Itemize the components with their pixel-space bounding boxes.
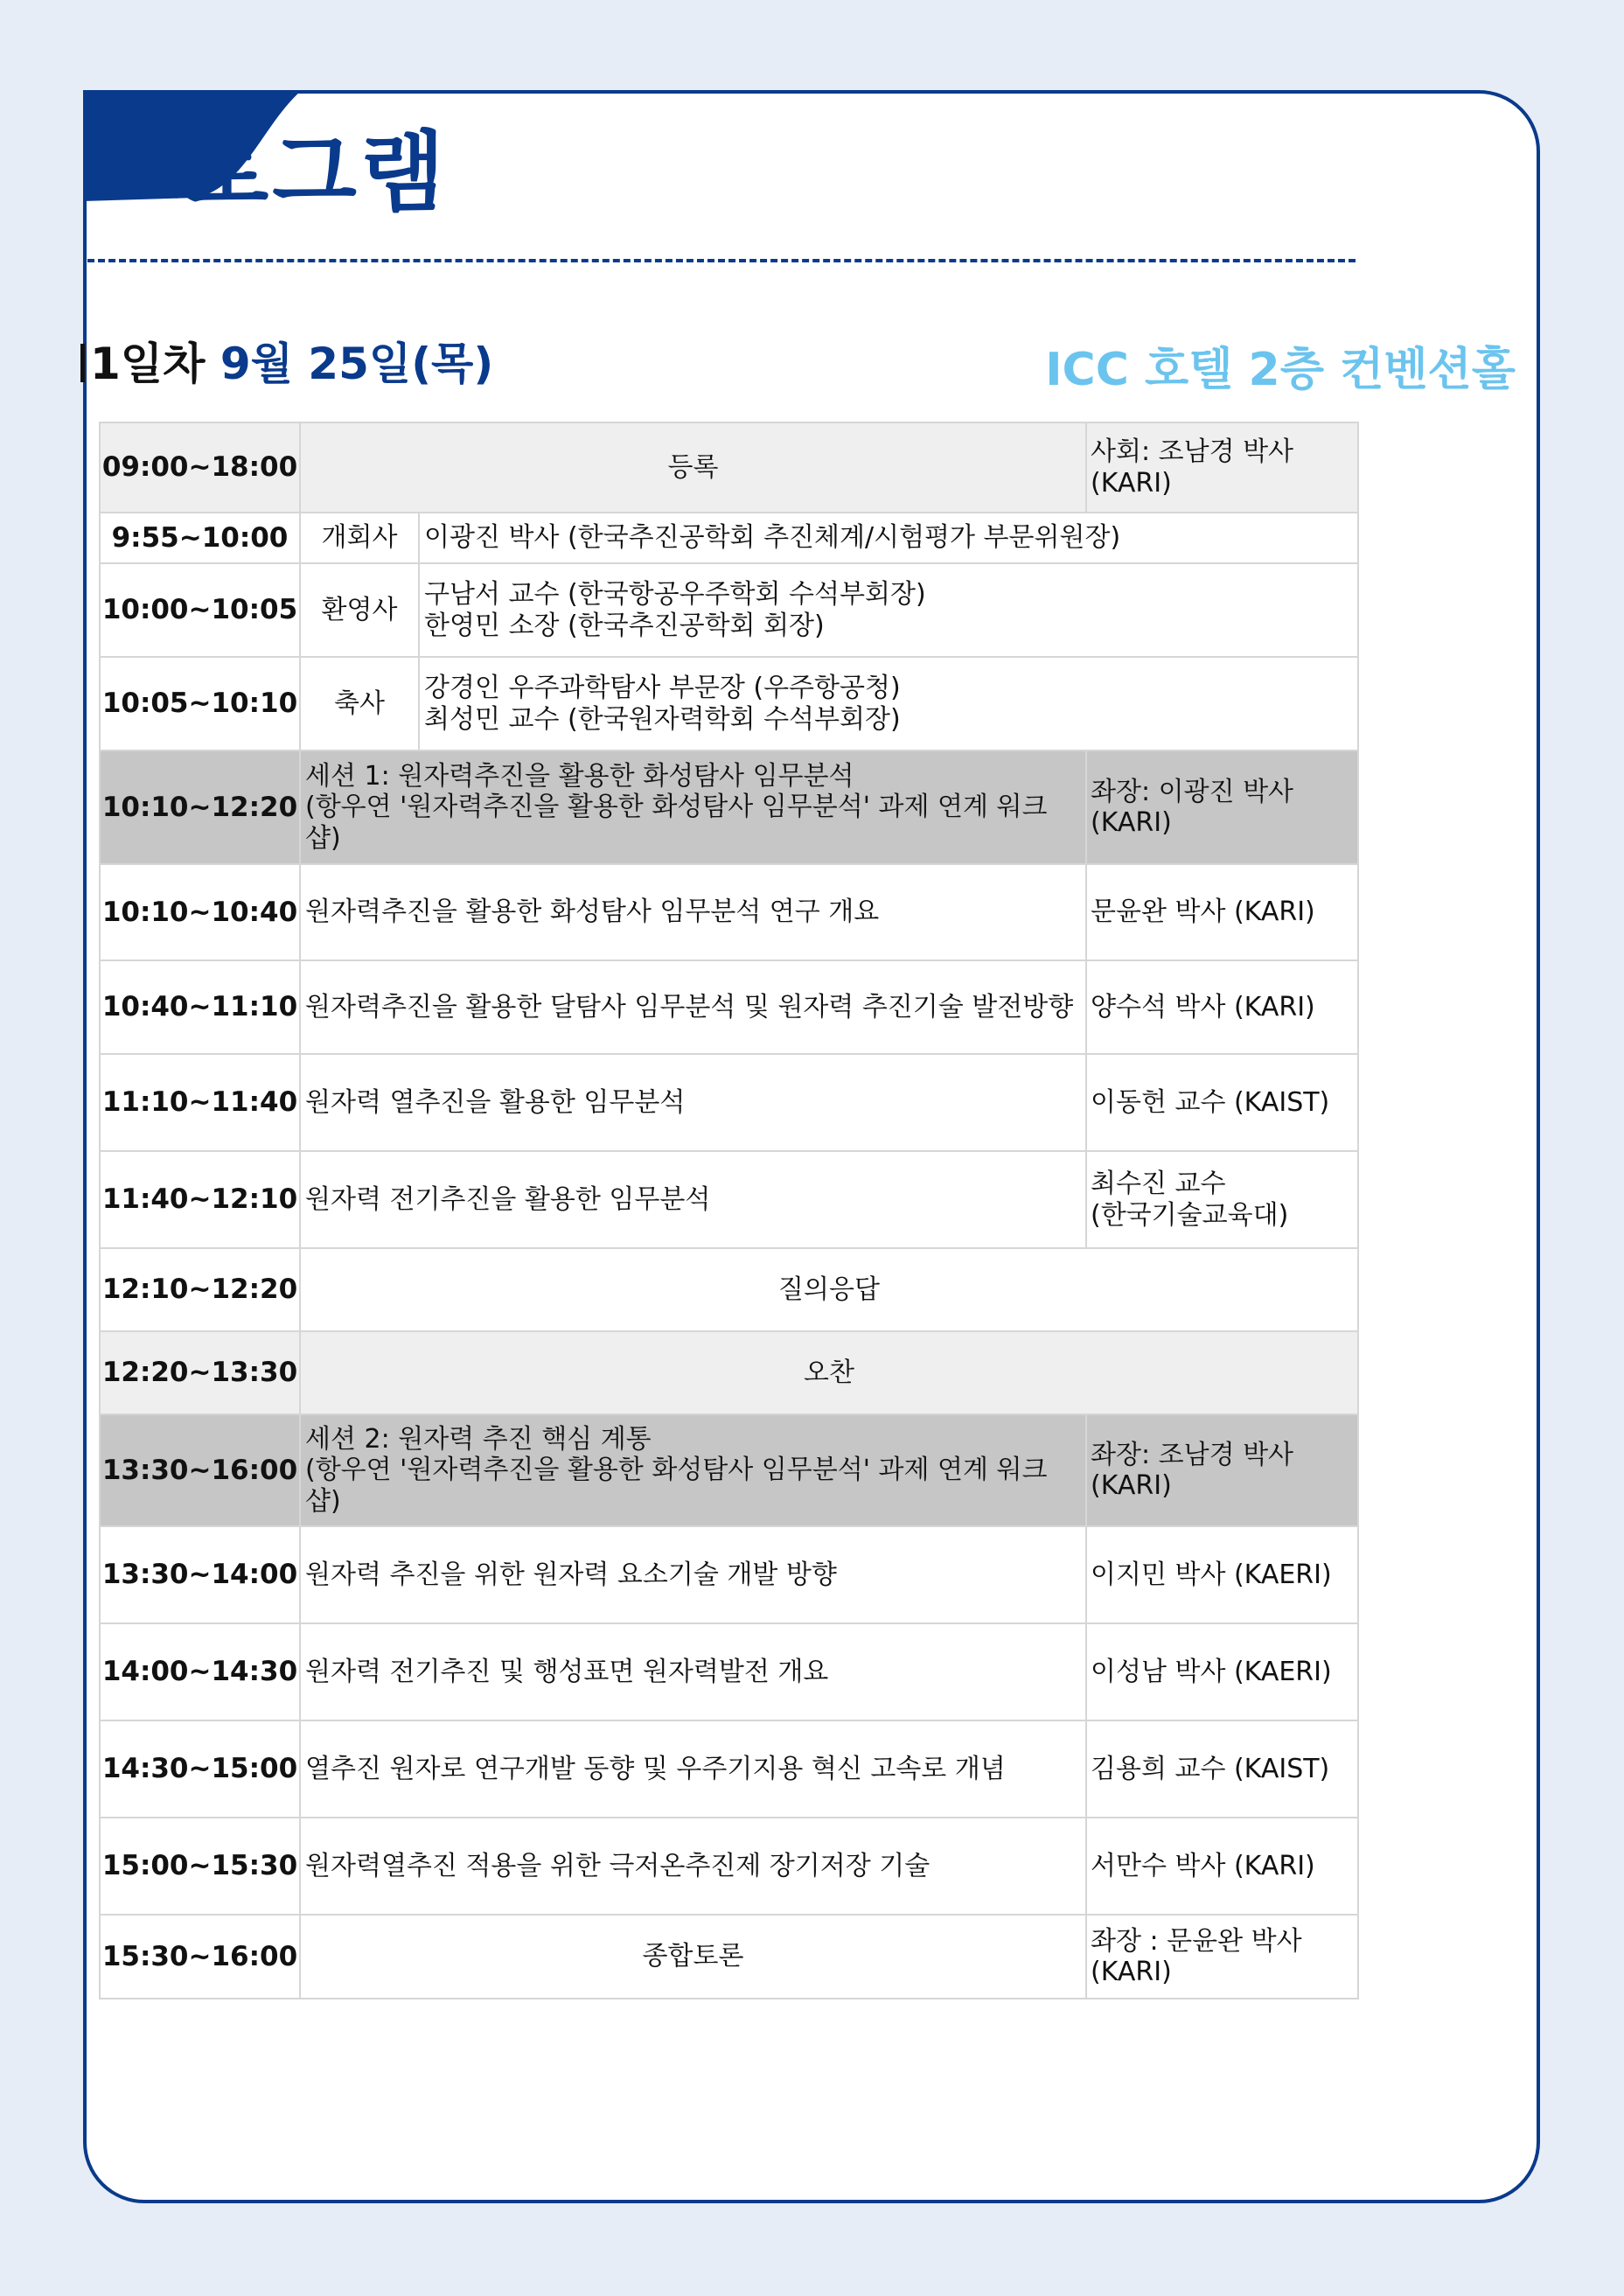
chair-line-1: 좌장: 이광진 박사 [1091, 776, 1294, 807]
speaker-1: 구남서 교수 (한국항공우주학회 수석부회장) [424, 579, 926, 611]
row-chair [1086, 1915, 1358, 1999]
talk-speaker: 이동헌 교수 (KAIST) [1086, 1054, 1358, 1151]
row-time: 15:00~15:30 [100, 1818, 300, 1915]
row-speaker: 이광진 박사 (한국추진공학회 추진체계/시험평가 부문위원장) [419, 513, 1358, 563]
row-time: 10:10~12:20 [100, 750, 300, 864]
session-name: 세션 2: 원자력 추진 핵심 계통 [305, 1423, 652, 1455]
row-time: 09:00~18:00 [100, 422, 300, 513]
row-host [1086, 422, 1358, 513]
row-time: 13:30~14:00 [100, 1526, 300, 1623]
schedule-table [99, 422, 1359, 1999]
row-label: 개회사 [300, 513, 419, 563]
row-time: 14:00~14:30 [100, 1623, 300, 1720]
venue: ICC 호텔 2층 컨벤션홀 [1045, 344, 1516, 396]
page-title: 프로그램 [96, 122, 449, 224]
talk-title: 원자력 열추진을 활용한 임무분석 [300, 1054, 1086, 1151]
row-title: 질의응답 [300, 1248, 1358, 1331]
row-time: 9:55~10:00 [100, 513, 300, 563]
talk-speaker: 이지민 박사 (KAERI) [1086, 1526, 1358, 1623]
heading-bar [80, 344, 85, 382]
day-label: 1일차 [90, 338, 206, 389]
talk-title: 원자력 추진을 위한 원자력 요소기술 개발 방향 [300, 1526, 1086, 1623]
table-row [100, 1720, 1358, 1818]
session-row [100, 750, 1358, 864]
session-chair [1086, 1414, 1358, 1526]
speaker-2: 최성민 교수 (한국원자력학회 수석부회장) [424, 703, 901, 735]
row-speakers [419, 657, 1358, 750]
session-row [100, 1414, 1358, 1526]
table-row [100, 960, 1358, 1054]
talk-title: 원자력추진을 활용한 달탐사 임무분석 및 원자력 추진기술 발전방향 [300, 960, 1086, 1054]
table-row [100, 422, 1358, 513]
table-row [100, 1151, 1358, 1248]
talk-speaker [1086, 1151, 1358, 1248]
session-subtitle: (항우연 '원자력추진을 활용한 화성탐사 임무분석' 과제 연계 워크샵) [305, 792, 1048, 854]
row-title: 종합토론 [300, 1915, 1086, 1999]
row-time: 10:05~10:10 [100, 657, 300, 750]
session-name: 세션 1: 원자력추진을 활용한 화성탐사 임무분석 [305, 760, 854, 792]
chair-line-1: 좌장 : 문윤완 박사 [1091, 1925, 1302, 1957]
host-line-2: (KARI) [1091, 467, 1172, 499]
session-title [300, 750, 1086, 864]
day-date: 9월 25일(목) [220, 338, 494, 389]
row-label: 환영사 [300, 563, 419, 657]
row-title: 오찬 [300, 1331, 1358, 1414]
chair-line-2: (KARI) [1091, 1957, 1172, 1987]
table-row [100, 563, 1358, 657]
row-speakers [419, 563, 1358, 657]
chair-line-2: (KARI) [1091, 1470, 1172, 1501]
row-time: 14:30~15:00 [100, 1720, 300, 1818]
table-row [100, 513, 1358, 563]
talk-title: 원자력 전기추진 및 행성표면 원자력발전 개요 [300, 1623, 1086, 1720]
row-time: 13:30~16:00 [100, 1414, 300, 1526]
speaker-line-2: (한국기술교육대) [1091, 1199, 1289, 1231]
row-time: 10:40~11:10 [100, 960, 300, 1054]
table-row [100, 1331, 1358, 1414]
chair-line-1: 좌장: 조남경 박사 [1091, 1439, 1294, 1470]
table-row [100, 1915, 1358, 1999]
speaker-1: 강경인 우주과학탐사 부문장 (우주항공청) [424, 673, 901, 704]
talk-speaker: 김용희 교수 (KAIST) [1086, 1720, 1358, 1818]
table-row [100, 657, 1358, 750]
row-time: 10:10~10:40 [100, 864, 300, 960]
talk-speaker: 양수석 박사 (KARI) [1086, 960, 1358, 1054]
row-time: 11:40~12:10 [100, 1151, 300, 1248]
talk-speaker: 문윤완 박사 (KARI) [1086, 864, 1358, 960]
table-row [100, 864, 1358, 960]
table-row [100, 1526, 1358, 1623]
chair-line-2: (KARI) [1091, 807, 1172, 838]
talk-title: 원자력 전기추진을 활용한 임무분석 [300, 1151, 1086, 1248]
talk-speaker: 이성남 박사 (KAERI) [1086, 1623, 1358, 1720]
row-time: 12:20~13:30 [100, 1331, 300, 1414]
row-label: 축사 [300, 657, 419, 750]
session-chair [1086, 750, 1358, 864]
row-time: 10:00~10:05 [100, 563, 300, 657]
row-title: 등록 [300, 422, 1086, 513]
speaker-line-1: 최수진 교수 [1091, 1169, 1226, 1200]
host-line-1: 사회: 조남경 박사 [1091, 436, 1294, 468]
table-row [100, 1818, 1358, 1915]
table-row [100, 1248, 1358, 1331]
session-subtitle: (항우연 '원자력추진을 활용한 화성탐사 임무분석' 과제 연계 워크샵) [305, 1455, 1048, 1517]
row-time: 11:10~11:40 [100, 1054, 300, 1151]
table-row [100, 1623, 1358, 1720]
session-title [300, 1414, 1086, 1526]
talk-title: 원자력열추진 적용을 위한 극저온추진제 장기저장 기술 [300, 1818, 1086, 1915]
row-time: 15:30~16:00 [100, 1915, 300, 1999]
row-time: 12:10~12:20 [100, 1248, 300, 1331]
day-heading [80, 329, 493, 392]
talk-speaker: 서만수 박사 (KARI) [1086, 1818, 1358, 1915]
title-divider [87, 259, 1356, 262]
talk-title: 열추진 원자로 연구개발 동향 및 우주기지용 혁신 고속로 개념 [300, 1720, 1086, 1818]
table-row [100, 1054, 1358, 1151]
talk-title: 원자력추진을 활용한 화성탐사 임무분석 연구 개요 [300, 864, 1086, 960]
speaker-2: 한영민 소장 (한국추진공학회 회장) [424, 610, 825, 641]
